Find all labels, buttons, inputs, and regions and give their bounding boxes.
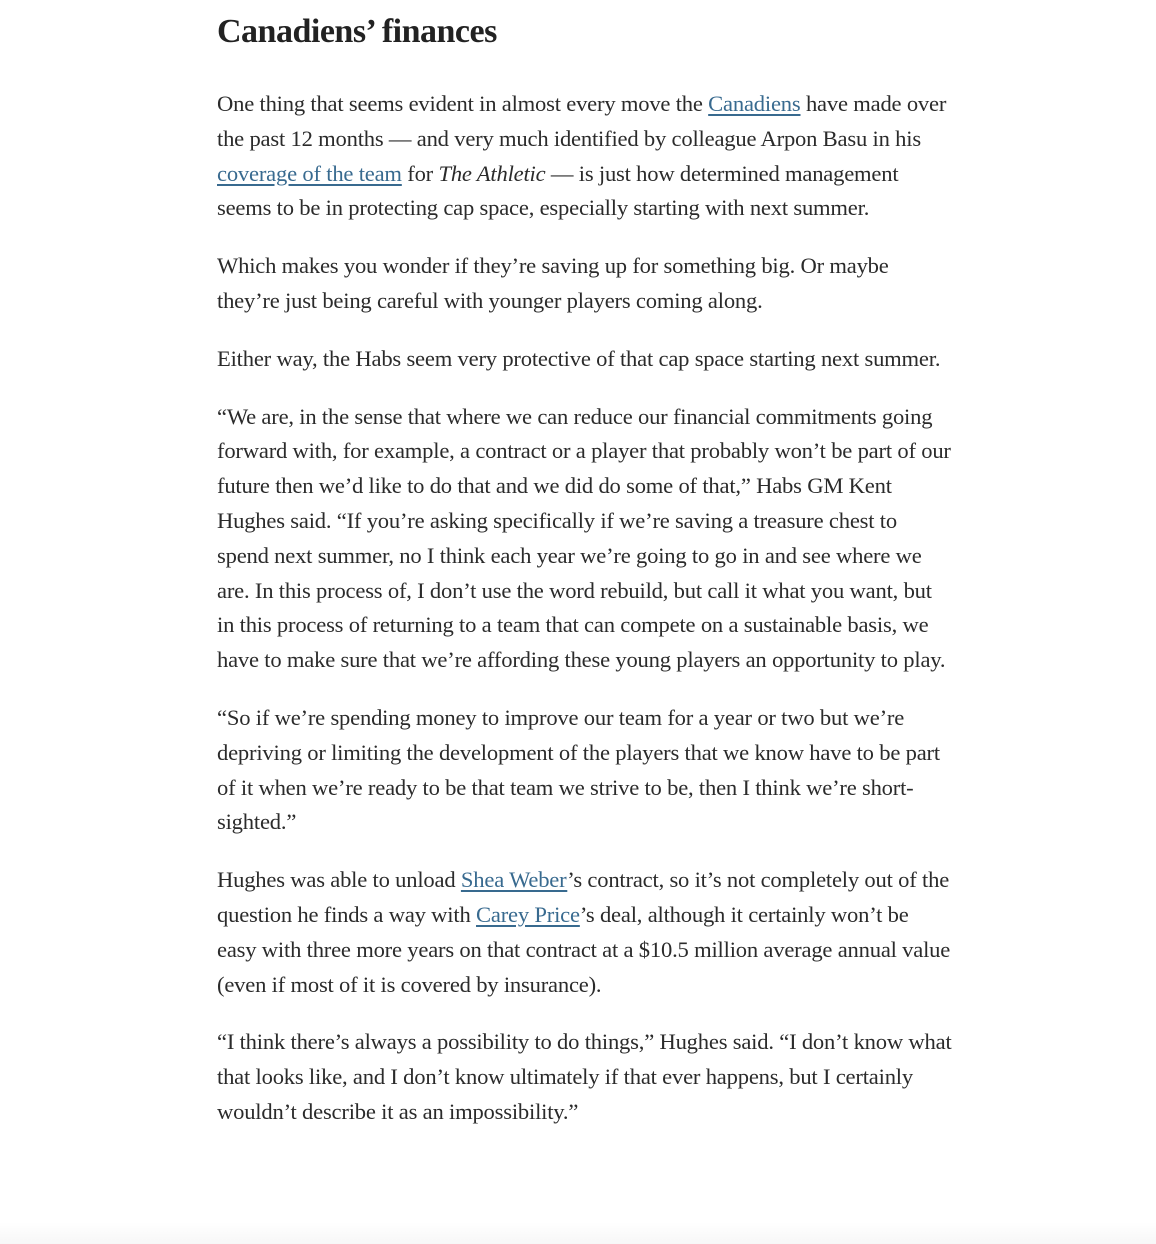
- text: One thing that seems evident in almost every move the: [217, 91, 709, 116]
- paragraph: Either way, the Habs seem very protective of that cap space starting next summer.: [217, 345, 941, 371]
- coverage-of-the-team-link[interactable]: coverage of the team: [217, 160, 402, 186]
- publication-name: The Athletic: [438, 160, 546, 186]
- carey-price-link[interactable]: Carey Price: [476, 901, 580, 927]
- bottom-fade: [0, 1222, 1156, 1244]
- section-heading: Canadiens’ finances: [217, 13, 497, 50]
- text: ’s deal, although it certainly won’t be easy with three more years on that contract at a $10.5 million average annual value (even if most of it is covered by insurance).: [217, 901, 951, 997]
- article-body: [217, 0, 952, 1130]
- text: for: [401, 160, 439, 186]
- text: Hughes was able to unload: [217, 867, 461, 893]
- quote-paragraph: “I think there’s always a possibility to do things,” Hughes said. “I don’t know what that looks like, and I don’t know ultimately if that ever happens, but I certainly wouldn’t describe it as an impossibility.”: [217, 1029, 952, 1124]
- quote-paragraph: “So if we’re spending money to improve our team for a year or two but we’re depriving or limiting the development of the players that we know have to be part of it when we’re ready to be that team we strive to be, then I think we’re short-sighted.”: [217, 704, 940, 835]
- text: ’s contract, so it’s not completely out of the question he finds a way with: [217, 867, 950, 927]
- paragraph: Which makes you wonder if they’re saving up for something big. Or maybe they’re just being careful with younger players coming along.: [217, 253, 889, 313]
- quote-paragraph: “We are, in the sense that where we can reduce our financial commitments going forward with, for example, a contract or a player that probably won’t be part of our future then we’d like to do that and we did do some of that,” Habs GM Kent Hughes said. “If you’re asking specifically if we’re saving a treasure chest to spend next summer, no I think each year we’re going to go in and see where we are. In this process of, I don’t use the word rebuild, but call it what you want, but in this process of returning to a team that can compete on a sustainable basis, we have to make sure that we’re affording these young players an opportunity to play.: [217, 403, 951, 673]
- text: have made over the past 12 months — and very much identified by colleague Arpon Basu in his: [217, 91, 947, 151]
- paragraph: [217, 863, 952, 1002]
- shea-weber-link[interactable]: Shea Weber: [460, 867, 568, 893]
- paragraph: [217, 87, 952, 226]
- canadiens-link[interactable]: Canadiens: [708, 91, 801, 116]
- text: — is just how determined management seems to be in protecting cap space, especially starting with next summer.: [217, 160, 899, 221]
